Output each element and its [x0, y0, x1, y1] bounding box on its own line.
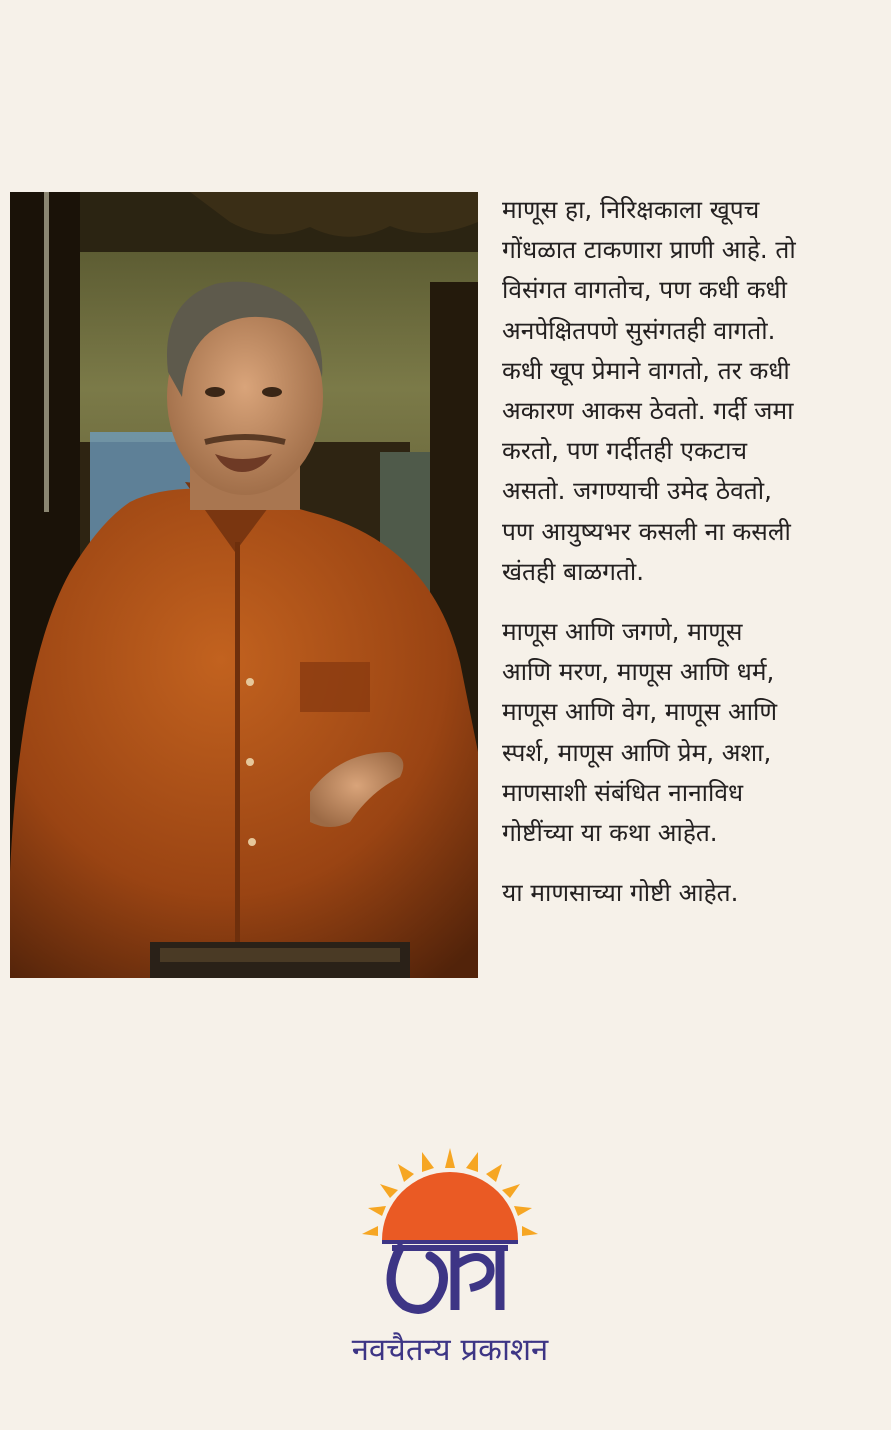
blurb-paragraph-1: माणूस हा, निरिक्षकाला खूपच गोंधळात टाकणारा प्राणी आहे. तो विसंगत वागतोच, पण कधी कधी अनपेक्षितपणे सुसंगतही वागतो. कधी खूप प्रेमाने वागतो, तर कधी अकारण आकस ठेवतो. गर्दी जमा करतो, पण गर्दीतही एकटाच असतो. जगण्याची उमेद ठेवतो, पण आयुष्यभर कसली ना कसली खंतही बाळगतो. [502, 195, 796, 586]
publisher-name: नवचैतन्य प्रकाशन [351, 1332, 549, 1368]
portrait-illustration [10, 192, 478, 978]
author-photo [10, 192, 478, 978]
blurb-paragraph-3: या माणसाच्या गोष्टी आहेत. [502, 878, 739, 908]
blurb-paragraph-2: माणूस आणि जगणे, माणूस आणि मरण, माणूस आणि धर्म, माणूस आणि वेग, माणूस आणि स्पर्श, माणूस आणि प्रेम, अशा, माणसाशी संबंधित नानाविध गोष्टींच्या या कथा आहेत. [502, 617, 778, 848]
blurb-text [502, 190, 877, 913]
publisher-logo [360, 1148, 540, 1318]
rising-sun-icon [360, 1148, 540, 1318]
